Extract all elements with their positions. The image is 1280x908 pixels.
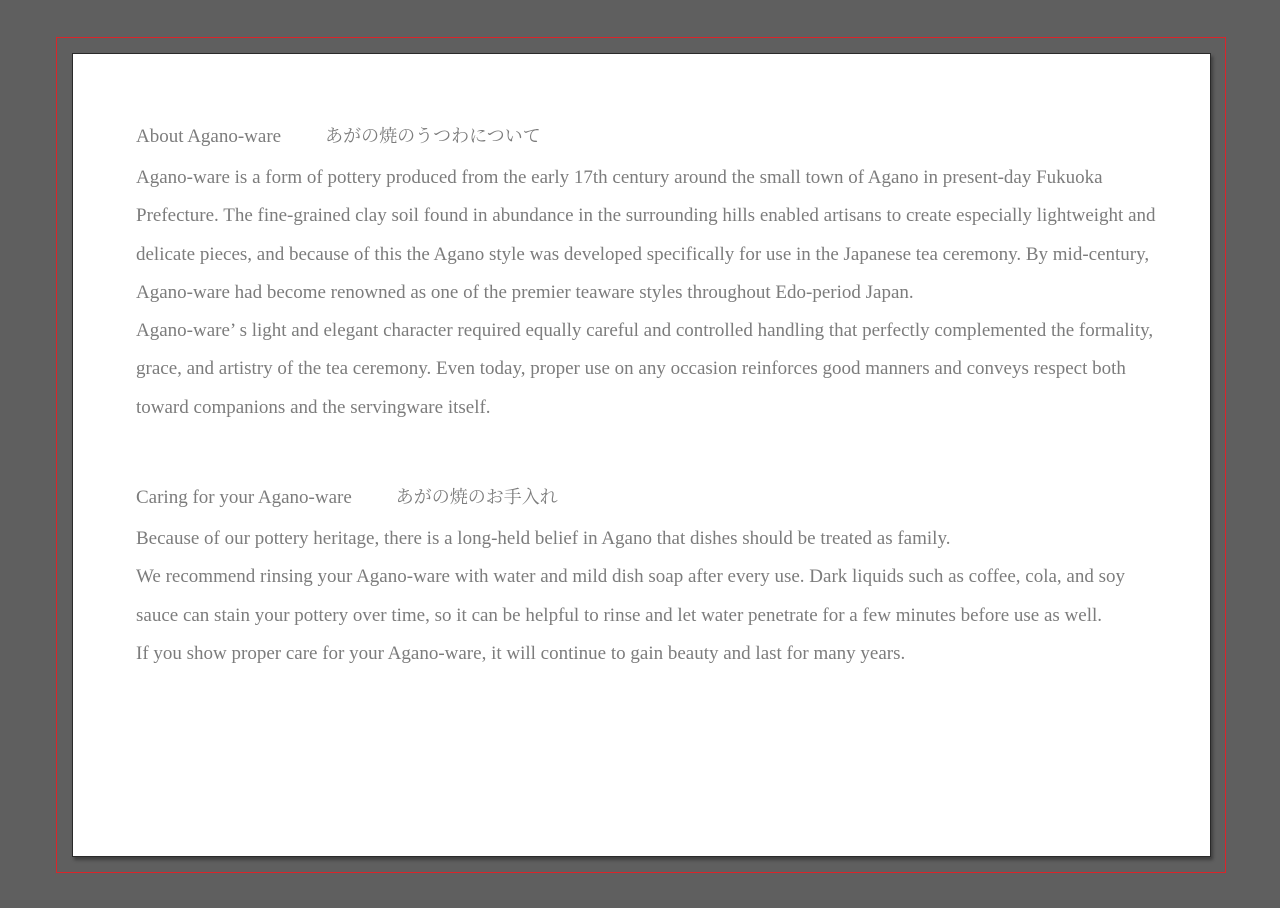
document-content: [136, 122, 1166, 673]
section-about: [136, 122, 1166, 427]
section-body: [136, 159, 1166, 427]
paragraph: We recommend rinsing your Agano-ware with water and mild dish soap after every use. Dark liquids such as coffee, cola, and soy sauce can stain your pottery over time, so it can be helpful to rinse and let water penetrate for a few minutes before use as well.: [136, 566, 1125, 626]
heading-japanese: あがの焼のお手入れ: [395, 487, 558, 509]
paragraph: Because of our pottery heritage, there is a long-held belief in Agano that dishes should be treated as family.: [136, 528, 951, 550]
section-heading: [136, 122, 1166, 152]
heading-japanese: あがの焼のうつわについて: [325, 126, 541, 147]
paragraph: If you show proper care for your Agano-ware, it will continue to gain beauty and last for many years.: [136, 642, 906, 664]
section-care: [136, 483, 1166, 673]
heading-english: About Agano-ware: [136, 126, 282, 147]
section-body: [136, 520, 1166, 673]
section-heading: [136, 483, 1166, 513]
paragraph: Agano-ware is a form of pottery produced from the early 17th century around the small town of Agano in present-day Fukuoka Prefecture. The fine-grained clay soil found in abundance in the surrounding hills enabled artisans to create especially lightweight and delicate pieces, and because of this the Agano style was developed specifically for use in the Japanese tea ceremony. By mid-century, Agano-ware had become renowned as one of the premier teaware styles throughout Edo-period Japan.: [136, 167, 1156, 303]
paragraph: Agano-ware’ s light and elegant character required equally careful and controlled handling that perfectly complemented the formality, grace, and artistry of the tea ceremony. Even today, proper use on any occasion reinforces good manners and conveys respect both toward companions and the servingware itself.: [136, 320, 1154, 418]
heading-english: Caring for your Agano-ware: [136, 487, 352, 509]
artboard-page: [72, 53, 1211, 857]
